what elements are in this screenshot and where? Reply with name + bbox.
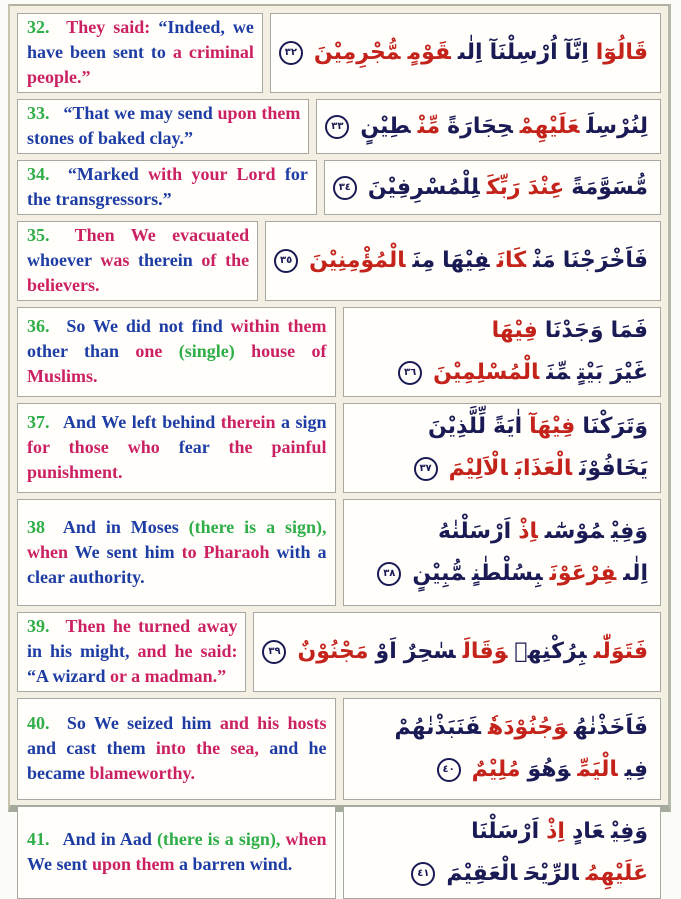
english-text — [27, 223, 249, 298]
verse-row — [17, 307, 661, 397]
english-text-segment: So We seized him — [66, 713, 212, 733]
verse-number: 37. — [27, 412, 50, 432]
arabic-ayah-cell — [343, 806, 662, 899]
english-text-segment: within them — [230, 316, 327, 336]
arabic-word: لِنُرْسِلَ — [586, 113, 648, 139]
quran-page-frame — [8, 4, 671, 886]
english-text-segment: (there is a sign), — [188, 516, 327, 537]
english-text-segment: blameworthy. — [89, 763, 195, 783]
arabic-word: مَجْنُوْنٌ — [297, 639, 369, 664]
arabic-word: حِجَارَةً — [447, 113, 513, 139]
arabic-word: اِذْ — [518, 518, 538, 544]
english-text-segment: fear — [178, 437, 210, 457]
english-text-segment: and his hosts — [219, 713, 327, 733]
english-text-segment: or a madman.” — [110, 666, 227, 686]
arabic-word: غَيْرَ — [610, 360, 648, 385]
arabic-word: وَجَدْنَا — [544, 318, 604, 343]
english-text-segment: upon them — [92, 854, 175, 874]
arabic-word: اُرْسِلْنَآ — [489, 40, 558, 65]
arabic-ayah-cell — [343, 403, 662, 493]
verse-number: 32. — [27, 17, 50, 37]
arabic-ayah-cell — [343, 307, 662, 397]
arabic-word: فَتَوَلّٰى — [593, 639, 648, 664]
arabic-word: كَانَ — [496, 248, 527, 273]
arabic-word: فِيْهَا — [442, 248, 490, 273]
arabic-ayah-cell — [253, 612, 661, 692]
english-text-segment: to Pharaoh — [181, 541, 270, 562]
arabic-word: فِي — [624, 757, 648, 782]
arabic-word: وَفِيْ — [610, 518, 648, 544]
arabic-word: مُوْسٰٓى — [544, 518, 604, 544]
verse-number: 34. — [27, 164, 50, 184]
arabic-line — [262, 631, 648, 673]
arabic-ayah-cell — [324, 160, 661, 215]
english-text-segment: other than — [27, 341, 120, 361]
arabic-word: اِذْ — [546, 818, 565, 844]
english-text-segment: We sent — [27, 854, 88, 874]
arabic-word: طِيْنٍ — [360, 113, 411, 139]
english-text — [27, 827, 327, 877]
arabic-line — [352, 853, 649, 895]
english-text-segment: whoever — [27, 250, 92, 270]
arabic-line — [352, 749, 649, 791]
arabic-word: فَمَا — [610, 318, 648, 343]
arabic-line — [352, 352, 649, 394]
english-text-segment: for the transgressors.” — [27, 164, 308, 209]
english-text-segment: and he became — [27, 738, 327, 783]
arabic-word: فَاَخَذْنٰهُ — [573, 715, 648, 740]
english-text-segment: Then he turned away — [65, 616, 238, 636]
english-text-segment: and cast them — [27, 738, 146, 758]
arabic-line — [333, 167, 648, 209]
english-text — [27, 614, 237, 689]
arabic-word: يَخَافُوْنَ — [579, 456, 648, 481]
arabic-ayah-cell — [270, 13, 661, 93]
arabic-word: فِيْهَا — [491, 318, 538, 343]
verse-number: 41. — [27, 829, 50, 849]
arabic-ayah-cell — [316, 99, 661, 154]
arabic-word: مُّجْرِمِيْنَ — [313, 40, 401, 65]
arabic-word: عَلَيْهِمُ — [585, 860, 648, 886]
english-text-segment: with your Lord — [148, 164, 276, 184]
english-text — [27, 314, 327, 389]
arabic-ayah-cell — [343, 698, 662, 800]
verses-table — [17, 13, 661, 899]
arabic-line — [274, 240, 648, 282]
english-text-segment: “A wizard — [27, 666, 106, 686]
arabic-word: اٰيَةً — [493, 414, 523, 439]
verse-row — [17, 403, 661, 493]
english-translation-cell — [17, 13, 263, 93]
english-text-segment: therein — [138, 250, 193, 270]
english-text — [27, 410, 327, 485]
english-text-segment: one — [135, 341, 163, 361]
english-text-segment: Then We evacuated — [74, 225, 250, 245]
arabic-word: اِلٰى — [457, 40, 483, 65]
english-text-segment: (there is a sign), — [156, 829, 281, 849]
arabic-word: عِنْدَ — [527, 174, 565, 200]
ayah-end-marker: ٣٦ — [398, 361, 422, 385]
verse-number: 33. — [27, 103, 50, 123]
english-text-segment: “Indeed, we have been sent to — [27, 17, 254, 62]
arabic-word: مُلِيْمٌ — [471, 757, 521, 782]
arabic-line — [279, 32, 648, 74]
verse-row — [17, 13, 661, 93]
english-text-segment: So We did not find — [66, 316, 223, 336]
arabic-word: فَنَبَذْنٰهُمْ — [394, 715, 482, 740]
verse-row — [17, 612, 661, 692]
english-translation-cell — [17, 99, 309, 154]
english-text-segment: the painful punishment. — [27, 437, 327, 482]
english-text — [27, 515, 327, 590]
verse-number: 38 — [27, 516, 45, 537]
ayah-end-marker: ٣٩ — [262, 640, 286, 664]
arabic-word: الرِّيْحَ — [524, 860, 579, 886]
arabic-word: سٰحِرٌ — [403, 639, 456, 664]
arabic-word: الْمُؤْمِنِيْنَ — [309, 248, 406, 273]
ayah-end-marker: ٣٢ — [279, 41, 303, 65]
english-text-segment: a barren wind. — [179, 854, 293, 874]
arabic-line — [352, 406, 649, 448]
english-translation-cell — [17, 612, 246, 692]
ayah-end-marker: ٤١ — [411, 862, 435, 886]
english-text-segment: when — [27, 541, 69, 562]
arabic-line — [352, 448, 649, 490]
arabic-word: مِّنَ — [546, 360, 571, 385]
arabic-word: لِّلَّذِيْنَ — [428, 414, 487, 439]
english-text — [27, 162, 308, 212]
arabic-word: مِنَ — [412, 248, 436, 273]
english-text-segment: when — [285, 829, 327, 849]
english-text-segment: “That we may send — [63, 103, 213, 123]
english-text-segment: stones of baked clay.” — [27, 128, 194, 148]
verse-number: 40. — [27, 713, 50, 733]
arabic-word: الْعَذَابَ — [514, 456, 573, 481]
ayah-end-marker: ٣٧ — [414, 457, 438, 481]
verse-number: 36. — [27, 316, 50, 336]
arabic-word: لِلْمُسْرِفِيْنَ — [367, 174, 480, 200]
arabic-ayah-cell — [343, 499, 662, 606]
arabic-word: قَالُوٓا — [595, 40, 648, 65]
arabic-word: الْعَقِيْمَ — [446, 860, 518, 886]
english-text-segment: in his might, — [27, 641, 130, 661]
arabic-word: عَلَيْهِمْ — [519, 113, 580, 139]
arabic-word: بَيْتٍ — [577, 360, 604, 385]
english-text-segment: And We left behind — [63, 412, 216, 432]
english-text-segment: therein — [220, 412, 276, 432]
arabic-word: الْيَمِّ — [577, 757, 618, 782]
arabic-word: بِرُكْنِهٖ — [514, 639, 587, 664]
arabic-word: اَرْسَلْنٰهُ — [438, 518, 512, 544]
ayah-end-marker: ٤٠ — [437, 758, 461, 782]
english-translation-cell — [17, 307, 336, 397]
arabic-word: فَاَخْرَجْنَا — [562, 248, 648, 273]
arabic-word: مُّبِيْنٍ — [412, 560, 465, 586]
english-text-segment: upon them — [217, 103, 301, 123]
arabic-line — [352, 811, 649, 853]
arabic-word: عَادٍ — [571, 818, 604, 844]
arabic-word: وَهُوَ — [527, 757, 571, 782]
arabic-word: فِرْعَوْنَ — [549, 560, 617, 586]
ayah-end-marker: ٣٥ — [274, 249, 298, 273]
verse-row — [17, 806, 661, 899]
verse-number: 35. — [27, 225, 50, 245]
arabic-word: اَرْسَلْنَا — [471, 818, 540, 844]
english-translation-cell — [17, 160, 317, 215]
english-text — [27, 101, 300, 151]
arabic-word: مُّسَوَّمَةً — [571, 174, 648, 200]
verse-number: 39. — [27, 616, 50, 636]
arabic-ayah-cell — [265, 221, 661, 301]
english-text-segment: (single) — [178, 341, 235, 361]
ayah-end-marker: ٣٣ — [325, 115, 349, 139]
verse-row — [17, 99, 661, 154]
verse-row — [17, 221, 661, 301]
arabic-word: مِّنْ — [417, 113, 441, 139]
arabic-word: مَنْ — [533, 248, 556, 273]
arabic-word: وَفِيْ — [610, 818, 648, 844]
verse-row — [17, 160, 661, 215]
english-text-segment: a criminal people.” — [27, 42, 254, 87]
ayah-end-marker: ٣٤ — [333, 176, 357, 200]
english-text-segment: a sign — [280, 412, 327, 432]
arabic-word: اِنَّآ — [564, 40, 589, 65]
english-text-segment: They said: — [66, 17, 151, 37]
arabic-word: وَقَالَ — [462, 639, 508, 664]
english-text-segment: We sent him — [74, 541, 175, 562]
english-text-segment: for those who — [27, 437, 160, 457]
english-text-segment: house of Muslims. — [27, 341, 327, 386]
english-text — [27, 711, 327, 786]
english-text-segment: And in Moses — [62, 516, 179, 537]
english-translation-cell — [17, 403, 336, 493]
verse-row — [17, 698, 661, 800]
arabic-word: وَجُنُوْدَهٗ — [488, 715, 567, 740]
english-text-segment: and he said: — [137, 641, 238, 661]
arabic-line — [325, 106, 648, 148]
arabic-word: الْاَلِيْمَ — [448, 456, 508, 481]
arabic-word: رَبِّكَ — [486, 174, 521, 200]
english-translation-cell — [17, 499, 336, 606]
arabic-word: قَوْمٍ — [407, 40, 451, 65]
english-text — [27, 15, 254, 90]
arabic-word: وَتَرَكْنَا — [582, 414, 648, 439]
english-translation-cell — [17, 698, 336, 800]
english-text-segment: with a clear authority. — [27, 541, 327, 587]
arabic-line — [352, 553, 649, 595]
arabic-word: اِلٰى — [623, 560, 648, 586]
arabic-word: بِسُلْطٰنٍ — [471, 560, 543, 586]
english-translation-cell — [17, 806, 336, 899]
arabic-word: اَوْ — [375, 639, 397, 664]
english-translation-cell — [17, 221, 258, 301]
english-text-segment: “Marked — [67, 164, 139, 184]
english-text-segment: And in Aad — [62, 829, 152, 849]
arabic-line — [352, 511, 649, 553]
verse-row — [17, 499, 661, 606]
english-text-segment: of the believers. — [27, 250, 250, 295]
ayah-end-marker: ٣٨ — [377, 562, 401, 586]
arabic-line — [352, 707, 649, 749]
arabic-line — [352, 310, 649, 352]
arabic-word: فِيْهَآ — [529, 414, 576, 439]
english-text-segment: was — [100, 250, 130, 270]
english-text-segment: into the sea, — [155, 738, 259, 758]
arabic-word: الْمُسْلِمِيْنَ — [433, 360, 540, 385]
